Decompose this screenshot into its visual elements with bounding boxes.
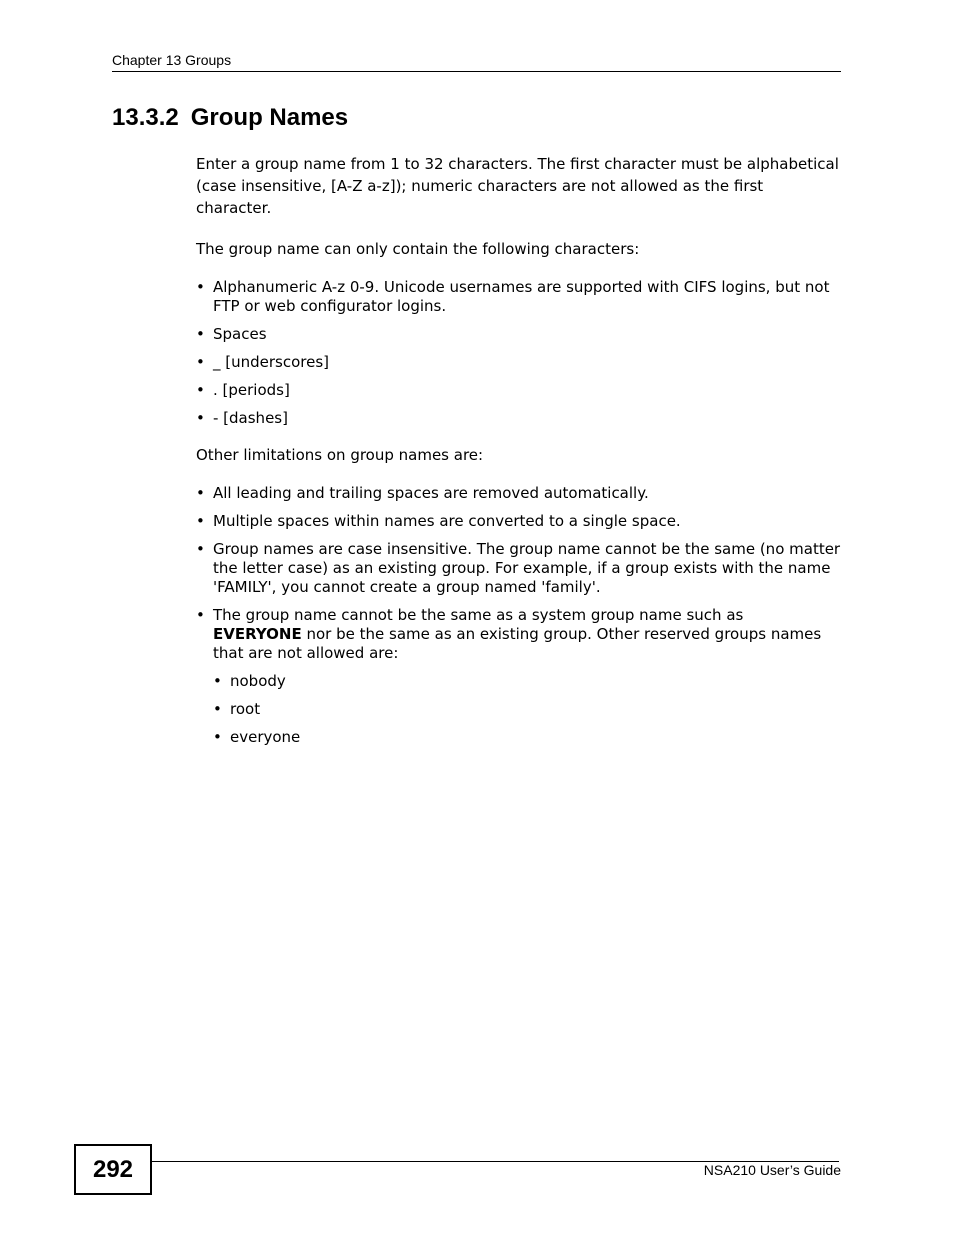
list-item: • everyone: [213, 728, 841, 747]
section-heading: [112, 104, 348, 132]
header-divider: [112, 71, 841, 72]
reserved-names-item: [196, 606, 841, 747]
section-title: Group Names: [190, 104, 349, 131]
running-header: Chapter 13 Groups: [112, 52, 232, 68]
reserved-names-list: [213, 672, 841, 747]
footer-guide-title: NSA210 User’s Guide: [703, 1162, 841, 1178]
list-item: • Alphanumeric A-z 0-9. Unicode usernames are supported with CIFS logins, but not FTP or web configurator logins.: [196, 278, 841, 316]
reserved-text-after: nor be the same as an existing group. Other reserved groups names that are not allowed are:: [213, 625, 822, 662]
intro-paragraph: Enter a group name from 1 to 32 characters. The first character must be alphabetical (case insensitive, [A-Z a-z]); numeric characters are not allowed as the first character.: [196, 155, 839, 217]
limitations-list: [196, 484, 841, 747]
list-item: • . [periods]: [196, 381, 841, 400]
list-item: • All leading and trailing spaces are removed automatically.: [196, 484, 841, 503]
allowed-characters-list: [196, 278, 841, 428]
section-body: [196, 153, 841, 756]
page-number: 292: [74, 1144, 152, 1195]
everyone-keyword: EVERYONE: [213, 625, 302, 643]
list-item: • Spaces: [196, 325, 841, 344]
list-item: • Group names are case insensitive. The group name cannot be the same (no matter the letter case) as an existing group. For example, if a group exists with the name 'FAMILY', you cannot create a group named 'family'.: [196, 540, 841, 597]
section-number: 13.3.2: [112, 104, 179, 131]
allowed-characters-intro: The group name can only contain the following characters:: [196, 240, 640, 258]
list-item: • nobody: [213, 672, 841, 691]
limitations-intro: Other limitations on group names are:: [196, 446, 484, 464]
list-item: • Multiple spaces within names are converted to a single space.: [196, 512, 841, 531]
list-item: • _ [underscores]: [196, 353, 841, 372]
list-item: • root: [213, 700, 841, 719]
list-item: • - [dashes]: [196, 409, 841, 428]
reserved-text-before: The group name cannot be the same as a system group name such as: [213, 606, 744, 624]
